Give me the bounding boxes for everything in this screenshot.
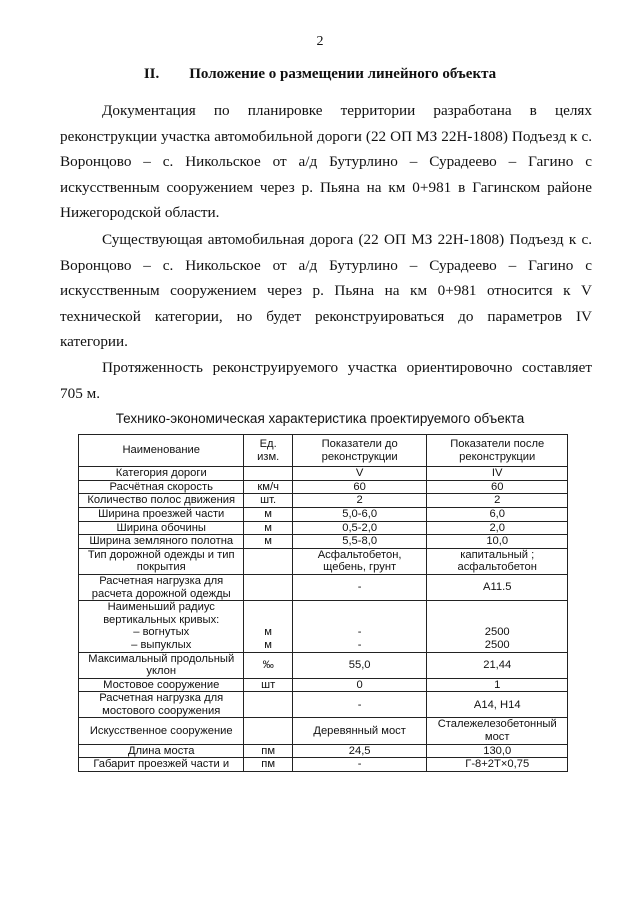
- cell-after: 1: [427, 678, 568, 692]
- table-row: [79, 601, 568, 652]
- cell-name: Количество полос движения: [79, 494, 244, 508]
- table-row: [79, 744, 568, 758]
- section-title: Положение о размещении линейного объекта: [189, 66, 497, 82]
- cell-before: 0: [292, 678, 427, 692]
- cell-after: 6,0: [427, 507, 568, 521]
- cell-name: Категория дороги: [79, 467, 244, 481]
- cell-before: 5,0-6,0: [292, 507, 427, 521]
- cell-unit: м м: [244, 601, 292, 652]
- table-row: [79, 574, 568, 600]
- table-row: [79, 548, 568, 574]
- paragraph-purpose: Документация по планировке территории разработана в целях реконструкции участка автомобильной дороги (22 ОП МЗ 22Н-1808) Подъезд к с. Воронцово – с. Никольское от а/д Бутурлино – Сурадеево – Гагино с искусственным сооружением через р. Пьяна на км 0+981 в Гагинском районе Нижегородской области.: [60, 102, 592, 222]
- paragraph-existing-road: Существующая автомобильная дорога (22 ОП МЗ 22Н-1808) Подъезд к с. Воронцово – с. Никольское от а/д Бутурлино – Сурадеево – Гагино с искусственным сооружением через р. Пьяна на км 0+981 относится к V технической категории, но будет реконструироваться до параметров IV категории.: [60, 231, 592, 351]
- cell-unit: шт: [244, 678, 292, 692]
- table-body: [79, 467, 568, 772]
- header-before: Показатели до реконструкции: [292, 435, 427, 467]
- cell-name: Расчетная нагрузка для мостового сооружения: [79, 692, 244, 718]
- table-row: [79, 480, 568, 494]
- cell-unit: м: [244, 521, 292, 535]
- cell-after: 130,0: [427, 744, 568, 758]
- cell-name: Тип дорожной одежды и тип покрытия: [79, 548, 244, 574]
- cell-after: капитальный ; асфальтобетон: [427, 548, 568, 574]
- cell-unit: [244, 692, 292, 718]
- cell-before: 0,5-2,0: [292, 521, 427, 535]
- cell-name: Ширина земляного полотна: [79, 535, 244, 549]
- specs-table: [78, 434, 568, 772]
- cell-name: Искусственное сооружение: [79, 718, 244, 744]
- cell-name: Габарит проезжей части и: [79, 758, 244, 772]
- table-row: [79, 652, 568, 678]
- cell-before: 60: [292, 480, 427, 494]
- cell-name: Максимальный продольный уклон: [79, 652, 244, 678]
- cell-before: 5,5-8,0: [292, 535, 427, 549]
- cell-unit: м: [244, 507, 292, 521]
- table-row: [79, 535, 568, 549]
- cell-before: -: [292, 574, 427, 600]
- table-header-row: [79, 435, 568, 467]
- cell-unit: ‰: [244, 652, 292, 678]
- cell-unit: [244, 718, 292, 744]
- cell-before: -: [292, 758, 427, 772]
- cell-unit: [244, 574, 292, 600]
- table-row: [79, 507, 568, 521]
- cell-unit: пм: [244, 758, 292, 772]
- cell-name: Расчетная нагрузка для расчета дорожной одежды: [79, 574, 244, 600]
- table-row: [79, 678, 568, 692]
- cell-after: Сталежелезобетонный мост: [427, 718, 568, 744]
- table-row: [79, 467, 568, 481]
- cell-name: Ширина обочины: [79, 521, 244, 535]
- section-number: II.: [143, 66, 160, 82]
- cell-unit: пм: [244, 744, 292, 758]
- cell-after: IV: [427, 467, 568, 481]
- table-row: [79, 521, 568, 535]
- cell-after: А11.5: [427, 574, 568, 600]
- cell-after: 60: [427, 480, 568, 494]
- cell-unit: [244, 467, 292, 481]
- header-after: Показатели после реконструкции: [427, 435, 568, 467]
- page-number: 2: [316, 34, 324, 49]
- cell-name: Расчётная скорость: [79, 480, 244, 494]
- table-caption: Технико-экономическая характеристика проектируемого объекта: [115, 411, 525, 426]
- cell-after: Г-8+2Т×0,75: [427, 758, 568, 772]
- header-unit: Ед. изм.: [244, 435, 292, 467]
- cell-after: 2: [427, 494, 568, 508]
- cell-before: V: [292, 467, 427, 481]
- cell-before: - -: [292, 601, 427, 652]
- table-row: [79, 692, 568, 718]
- table-row: [79, 758, 568, 772]
- paragraph-length: Протяженность реконструируемого участка ориентировочно составляет 705 м.: [60, 359, 592, 402]
- cell-before: Асфальтобетон, щебень, грунт: [292, 548, 427, 574]
- cell-before: Деревянный мост: [292, 718, 427, 744]
- cell-before: 55,0: [292, 652, 427, 678]
- cell-name: Длина моста: [79, 744, 244, 758]
- cell-after: 2,0: [427, 521, 568, 535]
- cell-name: Мостовое сооружение: [79, 678, 244, 692]
- cell-after: 2500 2500: [427, 601, 568, 652]
- cell-after: 21,44: [427, 652, 568, 678]
- cell-unit: м: [244, 535, 292, 549]
- cell-before: 24,5: [292, 744, 427, 758]
- cell-after: А14, Н14: [427, 692, 568, 718]
- cell-after: 10,0: [427, 535, 568, 549]
- header-name: Наименование: [79, 435, 244, 467]
- section-heading: [0, 66, 640, 83]
- table-row: [79, 718, 568, 744]
- cell-name: Ширина проезжей части: [79, 507, 244, 521]
- cell-unit: [244, 548, 292, 574]
- table-row: [79, 494, 568, 508]
- cell-unit: шт.: [244, 494, 292, 508]
- cell-name: Наименьший радиус вертикальных кривых: – вогнутых – выпуклых: [79, 601, 244, 652]
- cell-before: 2: [292, 494, 427, 508]
- cell-before: -: [292, 692, 427, 718]
- cell-unit: км/ч: [244, 480, 292, 494]
